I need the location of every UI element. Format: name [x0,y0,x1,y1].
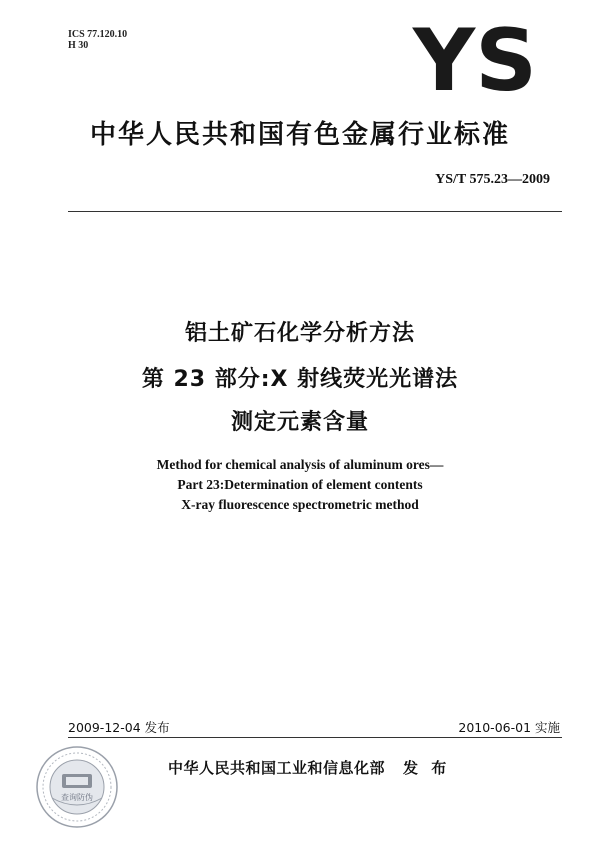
logo-text: YS [412,22,538,96]
title-en-line-3: X-ray fluorescence spectrometric method [181,497,419,512]
top-divider [68,211,562,212]
ccs-code: H 30 [68,40,89,51]
issue-action: 发 布 [403,759,451,777]
standard-number: YS/T 575.23—2009 [435,172,550,187]
issue-date: 2009-12-04 发布 [68,720,170,735]
issuing-authority: 中华人民共和国工业和信息化部 [168,759,386,777]
bottom-divider [68,737,562,738]
anti-counterfeit-seal-icon [32,742,122,832]
standard-title: 中华人民共和国有色金属行业标准 [89,120,510,150]
title-zh-line-2: 第 23 部分:X 射线荧光光谱法 [141,367,459,392]
implementation-date: 2010-06-01 实施 [458,720,560,735]
ys-logo-icon [405,22,545,96]
title-en-line-1: Method for chemical analysis of aluminum ores— [156,457,444,472]
classification-codes [68,29,127,51]
seal-label: 查询防伪 [61,793,93,802]
title-zh-line-1: 铝土矿石化学分析方法 [184,321,415,346]
title-en-line-2: Part 23:Determination of element contents [177,477,423,492]
title-zh-line-3: 测定元素含量 [230,410,369,435]
ics-code: ICS 77.120.10 [68,29,128,40]
